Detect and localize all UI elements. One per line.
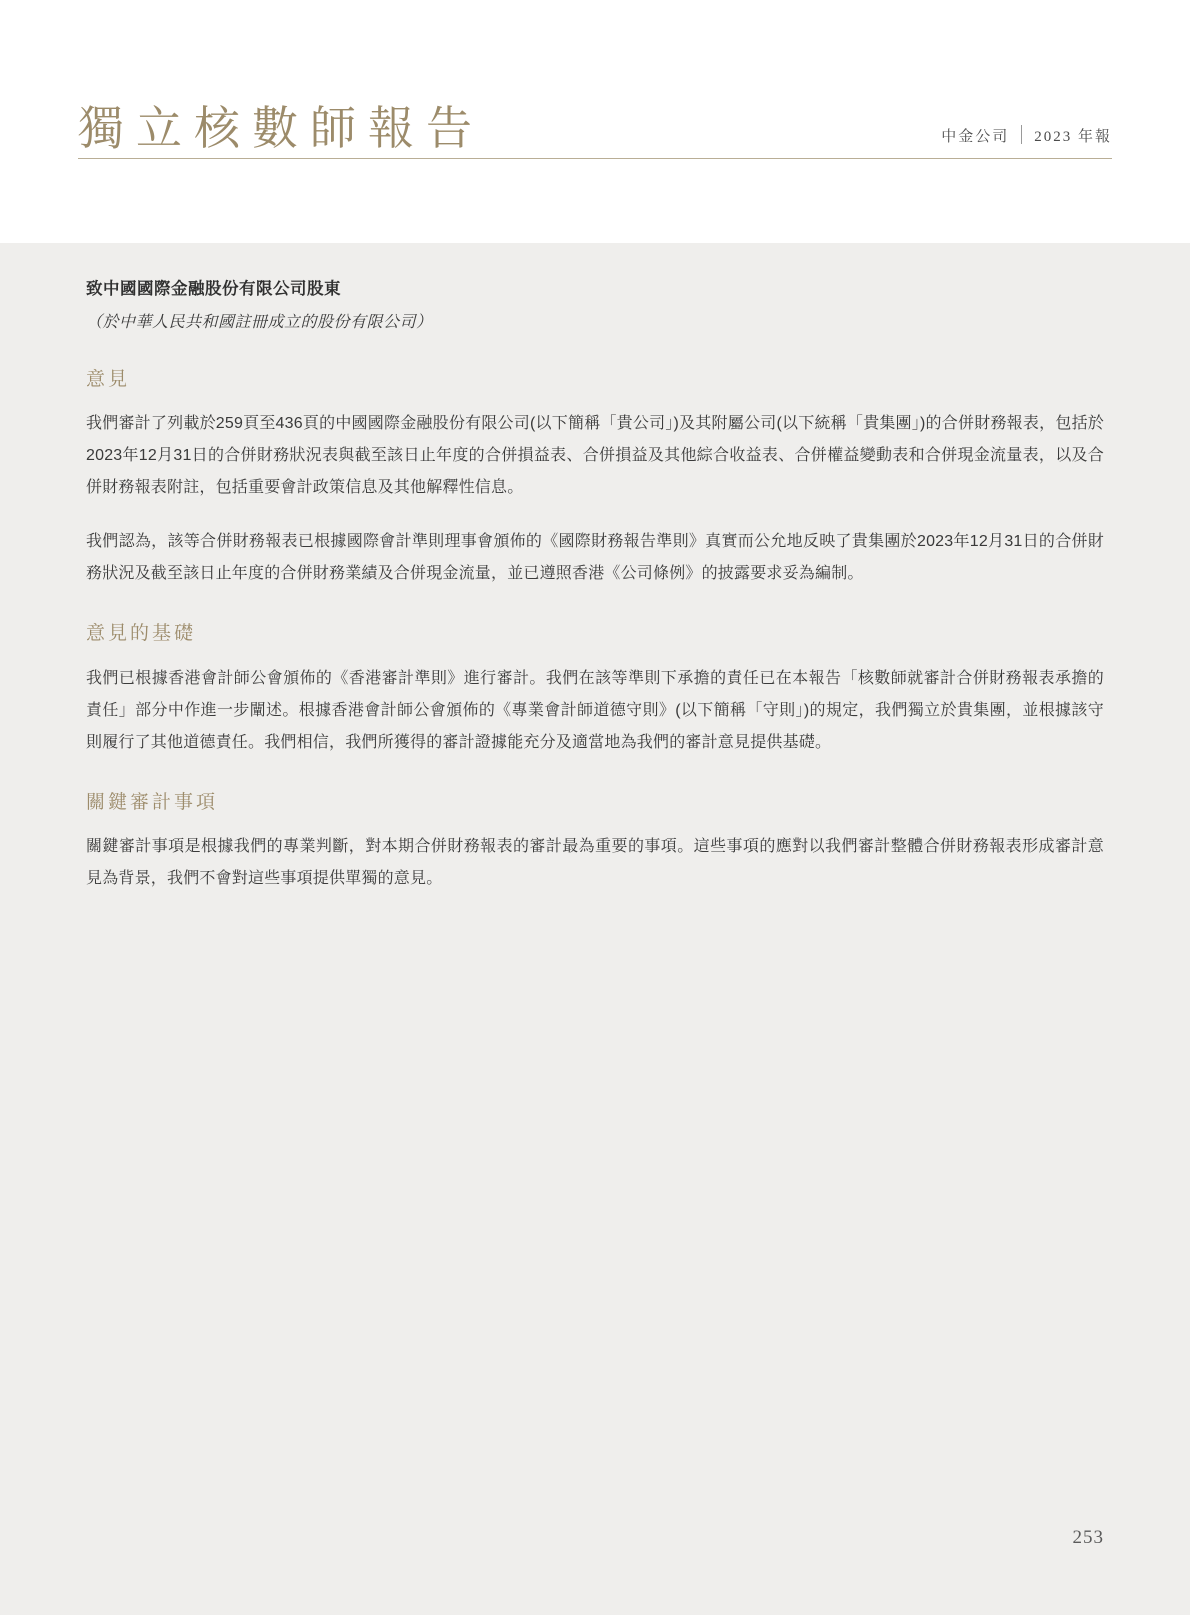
page-content bbox=[0, 243, 1190, 1615]
section-title-key-audit-matters: 關鍵審計事項 bbox=[86, 791, 219, 813]
section-key-audit-matters bbox=[86, 789, 1104, 896]
paragraph: 我們已根據香港會計師公會頒佈的《香港審計準則》進行審計。我們在該等準則下承擔的責任已在本報告「核數師就審計合併財務報表承擔的責任」部分中作進一步闡述。根據香港會計師公會頒佈的《專業會計師道德守則》(以下簡稱「守則」)的規定，我們獨立於貴集團，並根據該守則履行了其他道德責任。我們相信，我們所獲得的審計證據能充分及適當地為我們的審計意見提供基礎。 bbox=[86, 669, 1104, 751]
page-title: 獨立核數師報告 bbox=[78, 103, 484, 154]
header-inner bbox=[78, 60, 1112, 159]
section-title-opinion: 意見 bbox=[86, 368, 131, 390]
paragraph: 我們審計了列載於259頁至436頁的中國國際金融股份有限公司(以下簡稱「貴公司」)及其附屬公司(以下統稱「貴集團」)的合併財務報表，包括於2023年12月31日的合併財務狀況表與截至該日止年度的合併損益表、合併損益及其他綜合收益表、合併權益變動表和合併現金流量表，以及合併財務報表附註，包括重要會計政策信息及其他解釋性信息。 bbox=[86, 415, 1104, 497]
section-title-basis-for-opinion: 意見的基礎 bbox=[86, 623, 197, 645]
addressee-line: 致中國國際金融股份有限公司股東 bbox=[86, 280, 341, 298]
page-number: 253 bbox=[1072, 1527, 1104, 1548]
header-meta bbox=[941, 122, 1112, 152]
addressee-subline: （於中華人民共和國註冊成立的股份有限公司） bbox=[86, 314, 433, 332]
content-inner bbox=[86, 276, 1104, 917]
paragraph: 我們認為，該等合併財務報表已根據國際會計準則理事會頒佈的《國際財務報告準則》真實而公允地反映了貴集團於2023年12月31日的合併財務狀況及截至該日止年度的合併財務業績及合併現金流量，並已遵照香港《公司條例》的披露要求妥為編制。 bbox=[86, 533, 1104, 583]
section-opinion bbox=[86, 366, 1104, 591]
header-company-name: 中金公司 bbox=[941, 129, 1010, 145]
section-basis-for-opinion bbox=[86, 620, 1104, 759]
header-divider bbox=[1021, 125, 1022, 144]
page-header bbox=[0, 0, 1190, 243]
header-report-year: 2023 年報 bbox=[1034, 129, 1112, 145]
paragraph: 關鍵審計事項是根據我們的專業判斷，對本期合併財務報表的審計最為重要的事項。這些事項的應對以我們審計整體合併財務報表形成審計意見為背景，我們不會對這些事項提供單獨的意見。 bbox=[86, 838, 1104, 888]
